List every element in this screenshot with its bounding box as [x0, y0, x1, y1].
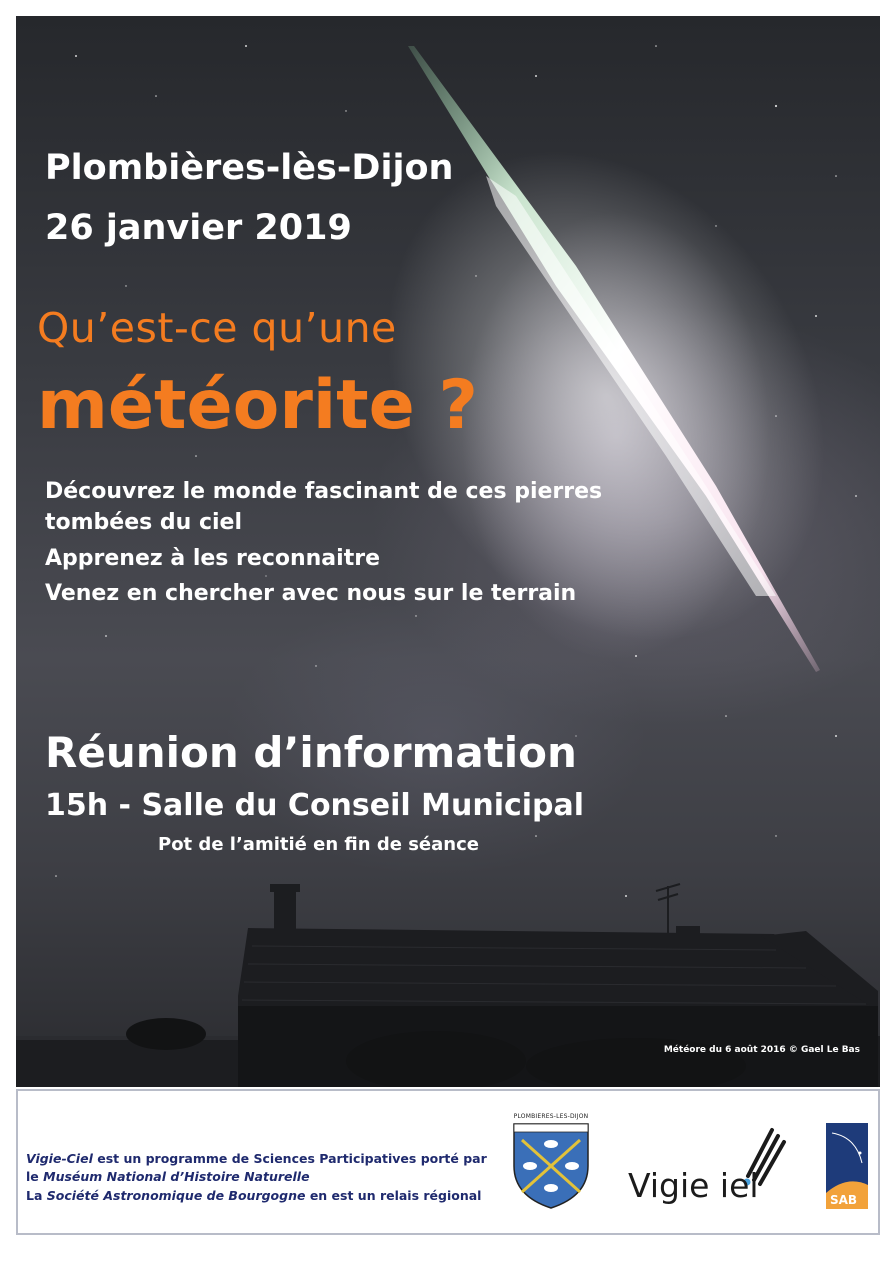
- bullet-line: Apprenez à les reconnaitre: [45, 546, 380, 571]
- headline-question-line2: météorite ?: [37, 366, 478, 445]
- event-date: 26 janvier 2019: [45, 208, 352, 248]
- footer-line-3: [26, 1188, 481, 1203]
- footer-line-2-prefix: le: [26, 1169, 44, 1184]
- photo-credit: Météore du 6 août 2016 © Gael Le Bas: [663, 1045, 860, 1055]
- crest-title: PLOMBIERES-LES-DIJON: [513, 1113, 589, 1120]
- bullet-line: Découvrez le monde fascinant de ces pierres: [45, 479, 603, 504]
- society-name: Société Astronomique de Bourgogne: [46, 1188, 306, 1203]
- bullet-line: Venez en chercher avec nous sur le terrain: [45, 581, 577, 606]
- sab-logo: [826, 1123, 868, 1209]
- bullet-line: tombées du ciel: [45, 510, 243, 535]
- coat-of-arms-icon: [510, 1120, 592, 1210]
- vigie-ciel-wordmark: Vigie iel: [628, 1166, 759, 1205]
- meeting-time-place: 15h - Salle du Conseil Municipal: [45, 788, 585, 823]
- event-location: Plombières-lès-Dijon: [45, 148, 454, 188]
- museum-name: Muséum National d’Histoire Naturelle: [43, 1169, 310, 1184]
- partners-footer: [16, 1089, 880, 1235]
- sab-wordmark: SAB: [830, 1193, 858, 1207]
- footer-line-3-prefix: La: [26, 1188, 47, 1203]
- poster-image: [16, 16, 880, 1087]
- footer-line-2: [26, 1169, 310, 1184]
- meeting-title: Réunion d’information: [45, 728, 577, 777]
- meeting-note: Pot de l’amitié en fin de séance: [158, 834, 479, 855]
- plombieres-crest-logo: [510, 1113, 592, 1214]
- footer-line-3-rest: en est un relais régional: [305, 1188, 482, 1203]
- vigie-ciel-name: Vigie-Ciel: [26, 1151, 93, 1166]
- headline-question-line1: Qu’est-ce qu’une: [37, 304, 397, 352]
- footer-line-1: [26, 1151, 487, 1166]
- vigie-ciel-logo: [620, 1126, 800, 1206]
- footer-line-1-rest: est un programme de Sciences Participatives porté par: [92, 1151, 487, 1166]
